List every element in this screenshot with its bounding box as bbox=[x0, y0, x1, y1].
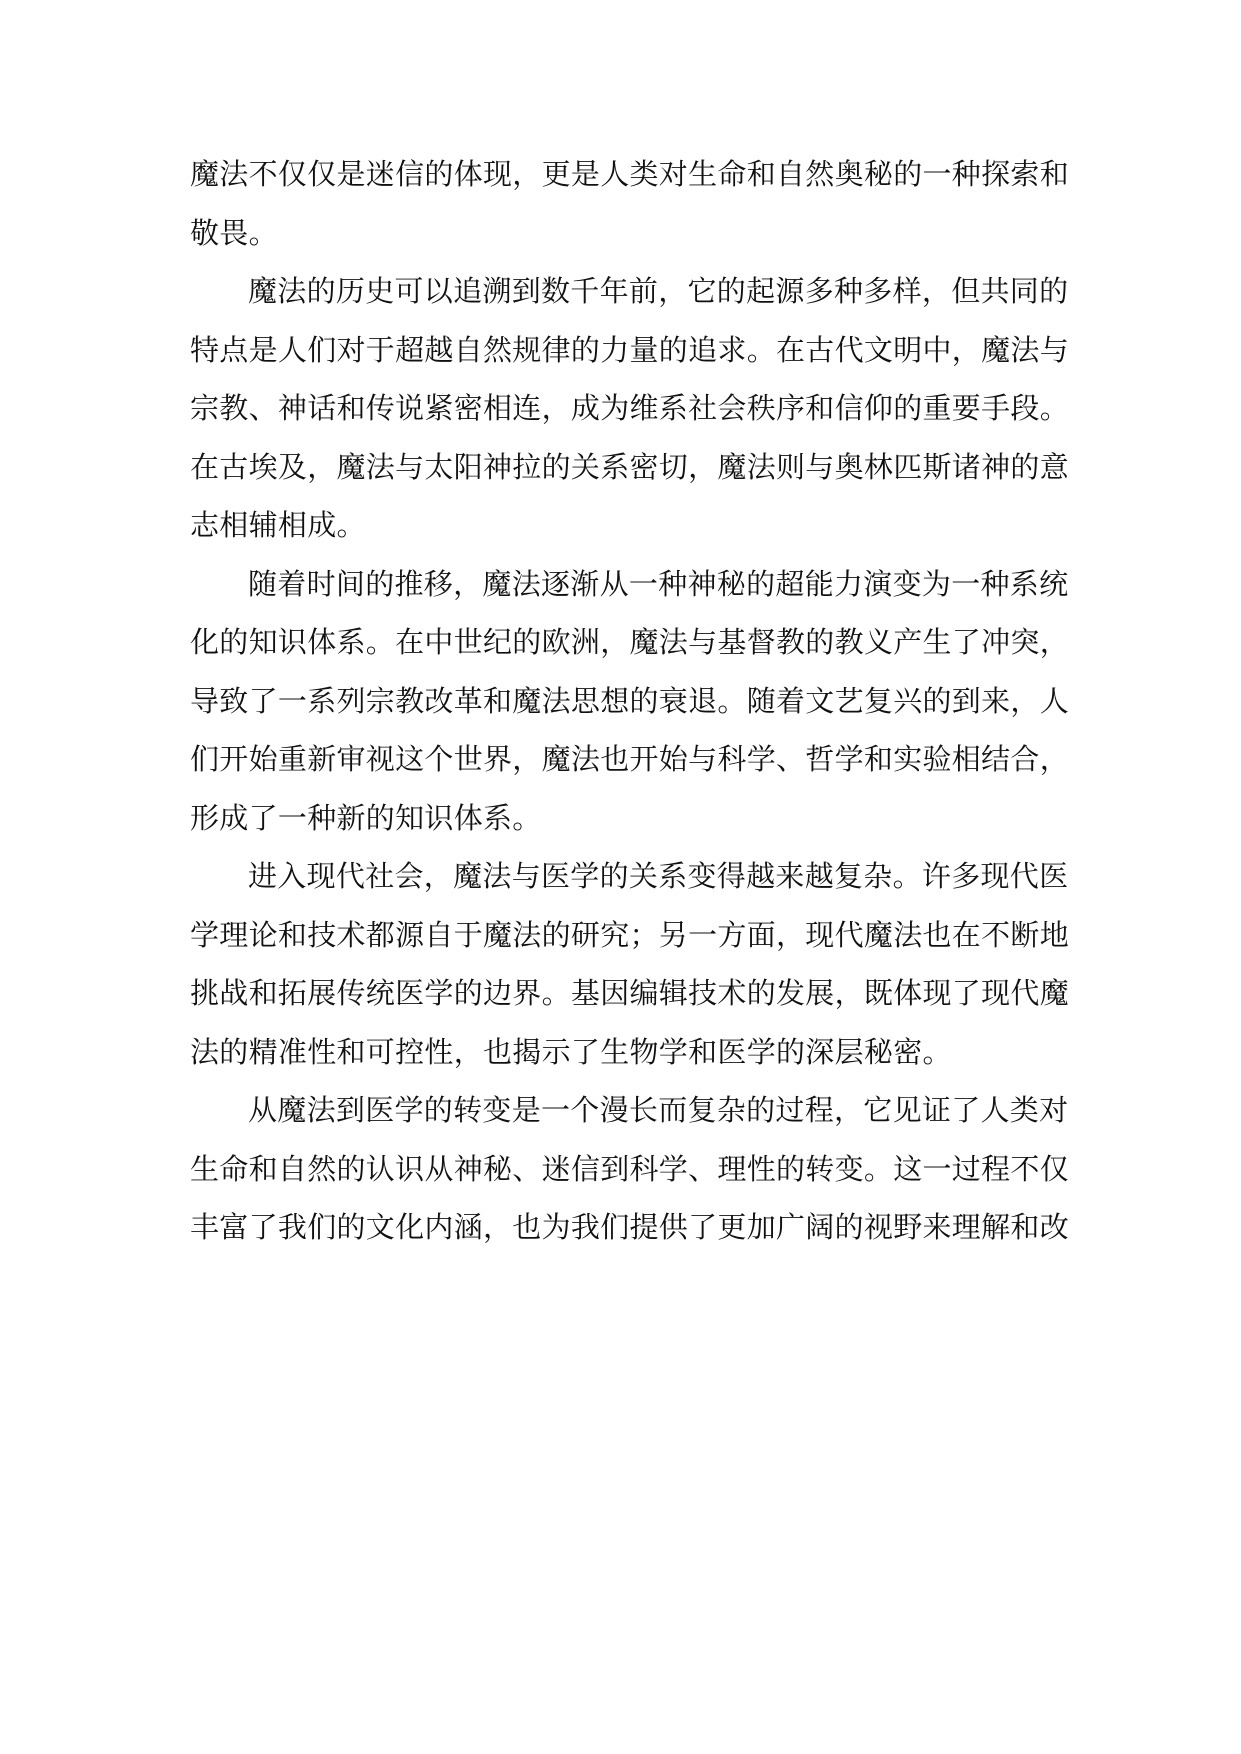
text-line: 化的知识体系。在中世纪的欧洲，魔法与基督教的教义产生了冲突， bbox=[190, 625, 1070, 659]
paragraph-first-line: 魔法的历史可以追溯到数千年前，它的起源多种多样，但共同的 bbox=[248, 274, 1069, 308]
text-line: 形成了一种新的知识体系。 bbox=[190, 800, 542, 835]
text-line: 特点是人们对于超越自然规律的力量的追求。在古代文明中，魔法与 bbox=[190, 332, 1070, 367]
text-line: 学理论和技术都源自于魔法的研究；另一方面，现代魔法也在不断地 bbox=[190, 917, 1070, 952]
text-line: 魔法不仅仅是迷信的体现，更是人类对生命和自然奥秘的一种探索和 bbox=[190, 157, 1070, 191]
body-text bbox=[190, 145, 1070, 1257]
text-line: 丰富了我们的文化内涵，也为我们提供了更加广阔的视野来理解和改 bbox=[190, 1210, 1070, 1244]
text-line: 生命和自然的认识从神秘、迷信到科学、理性的转变。这一过程不仅 bbox=[190, 1151, 1070, 1186]
text-line: 敬畏。 bbox=[190, 215, 278, 250]
text-line: 志相辅相成。 bbox=[190, 508, 366, 542]
text-line: 们开始重新审视这个世界，魔法也开始与科学、哲学和实验相结合， bbox=[190, 742, 1070, 776]
paragraph-first-line: 从魔法到医学的转变是一个漫长而复杂的过程，它见证了人类对 bbox=[248, 1093, 1069, 1127]
text-line: 挑战和拓展传统医学的边界。基因编辑技术的发展，既体现了现代魔 bbox=[190, 976, 1070, 1010]
text-line: 在古埃及，魔法与太阳神拉的关系密切，魔法则与奥林匹斯诸神的意 bbox=[190, 449, 1070, 484]
text-line: 宗教、神话和传说紧密相连，成为维系社会秩序和信仰的重要手段。 bbox=[190, 391, 1070, 425]
paragraph-first-line: 随着时间的推移，魔法逐渐从一种神秘的超能力演变为一种系统 bbox=[248, 566, 1069, 601]
text-line: 法的精准性和可控性，也揭示了生物学和医学的深层秘密。 bbox=[190, 1034, 952, 1069]
text-line: 导致了一系列宗教改革和魔法思想的衰退。随着文艺复兴的到来，人 bbox=[190, 683, 1070, 718]
paragraph-first-line: 进入现代社会，魔法与医学的关系变得越来越复杂。许多现代医 bbox=[248, 859, 1069, 893]
